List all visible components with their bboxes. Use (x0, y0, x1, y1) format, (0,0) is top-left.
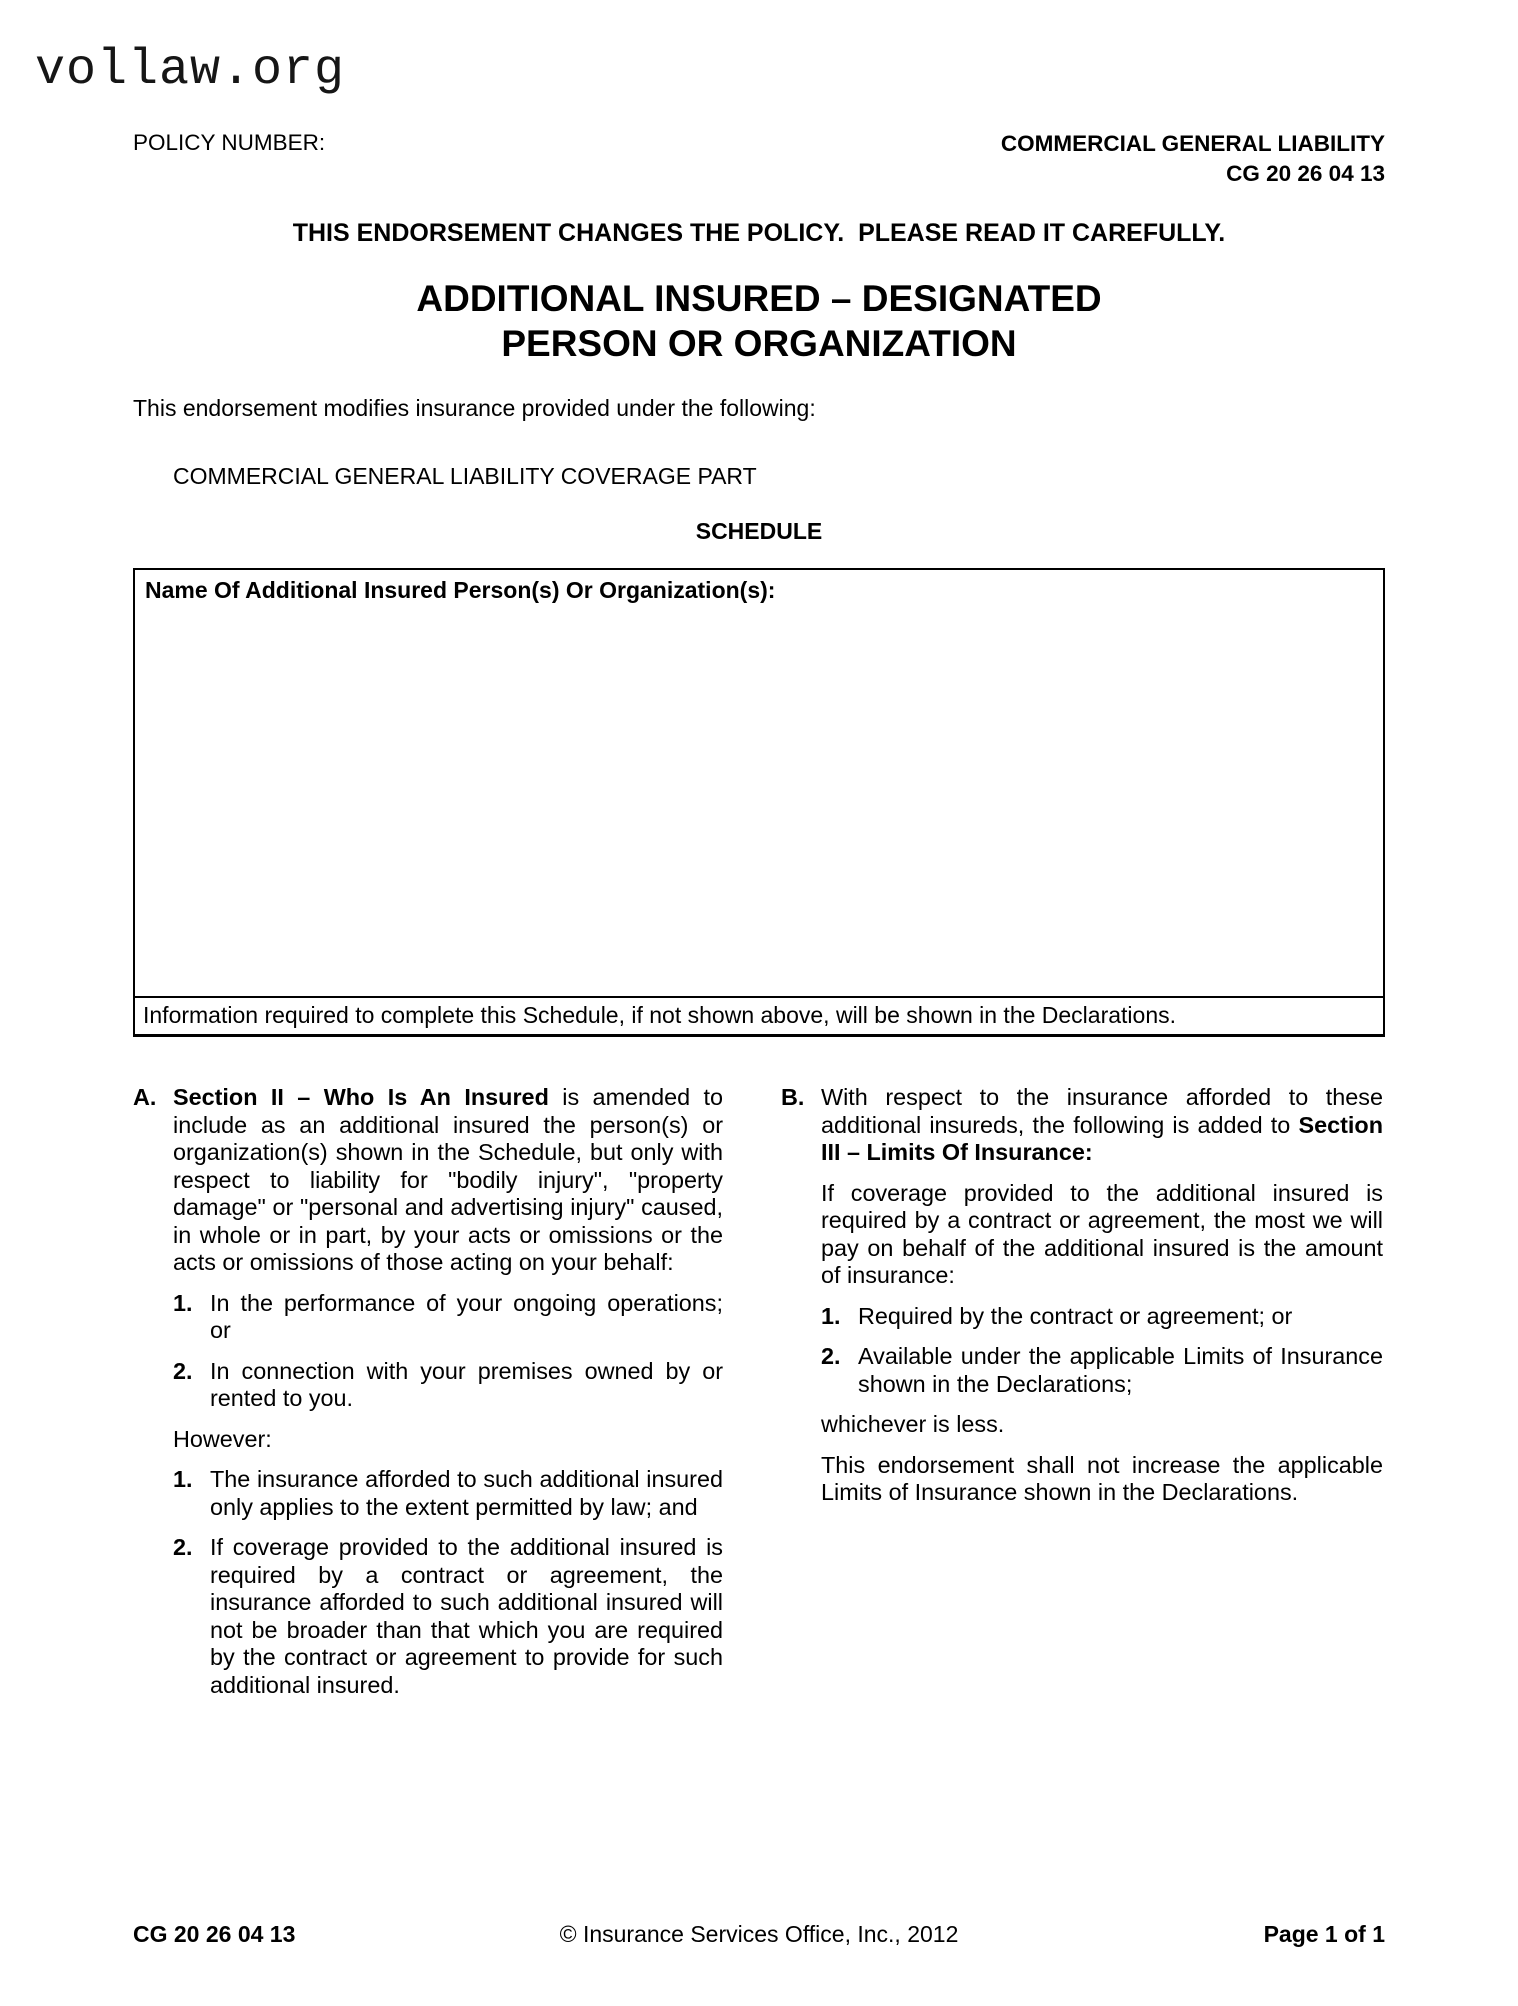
site-logo: vollaw.org (35, 42, 346, 99)
policy-number-label: POLICY NUMBER: (133, 130, 326, 155)
section-b-lead-bold: Section III – Limits Of Insurance: (821, 1111, 1383, 1165)
list-item-number: 2. (821, 1343, 841, 1369)
section-b-lead (821, 1084, 1383, 1167)
form-number: CG 20 26 04 13 (1226, 161, 1385, 186)
schedule-heading: SCHEDULE (695, 518, 823, 544)
list-item-text: The insurance afforded to such additional insured only applies to the extent permitted by law; and (210, 1466, 723, 1520)
whichever-text: whichever is less. (821, 1411, 1005, 1437)
schedule-name-value-area (145, 604, 1373, 944)
document-title (0, 276, 1518, 366)
section-a-lead-rest: is amended to include as an additional insured the person(s) or organization(s) shown in the Schedule, but only with respect to liability for "bodily injury", "property damage" or "personal and advertising injury" caused, in whole or in part, by your acts or omissions or the acts or omissions of those acting on your behalf: (173, 1084, 724, 1275)
section-b-closing: This endorsement shall not increase the applicable Limits of Insurance shown in the Declarations. (821, 1451, 1383, 1505)
list-item (173, 1466, 723, 1521)
section-a-lead (173, 1084, 723, 1277)
footer-form-number: CG 20 26 04 13 (133, 1921, 296, 1947)
list-item-text: If coverage provided to the additional insured is required by a contract or agreement, the insurance afforded to such additional insured will not be broader than that which you are required by the contract or agreement to provide for such additional insured. (210, 1534, 723, 1698)
list-item-number: 2. (173, 1357, 193, 1384)
list-item-text: Required by the contract or agreement; or (858, 1302, 1293, 1329)
list-item-number: 1. (821, 1302, 841, 1329)
list-item (821, 1343, 1383, 1398)
list-item (173, 1534, 723, 1699)
page-footer (133, 1921, 1385, 1948)
coverage-part: COMMERCIAL GENERAL LIABILITY COVERAGE PART (173, 463, 757, 489)
schedule-name-label: Name Of Additional Insured Person(s) Or Organization(s): (145, 577, 776, 603)
header-row (133, 129, 1385, 189)
modifies-text: This endorsement modifies insurance provided under the following: (133, 395, 816, 421)
list-item (173, 1290, 723, 1345)
list-item-text: In connection with your premises owned by or rented to you. (210, 1357, 723, 1411)
document-title-line1: ADDITIONAL INSURED – DESIGNATED (416, 278, 1102, 319)
section-a-label: A. (133, 1084, 157, 1110)
list-item-number: 1. (173, 1466, 193, 1492)
schedule-box (133, 568, 1385, 998)
section-b-paragraph: If coverage provided to the additional insured is required by a contract or agreement, the most we will pay on behalf of the additional insured is the amount of insurance: (821, 1179, 1383, 1288)
endorsement-notice: THIS ENDORSEMENT CHANGES THE POLICY. PLEASE READ IT CAREFULLY. (292, 219, 1226, 247)
section-a (133, 1084, 723, 1699)
however-label: However: (173, 1425, 272, 1452)
list-item-number: 2. (173, 1534, 193, 1560)
footer-page-number: Page 1 of 1 (1263, 1921, 1385, 1947)
section-b (781, 1084, 1383, 1699)
footer-copyright: © Insurance Services Office, Inc., 2012 (559, 1921, 959, 1947)
body-columns (133, 1084, 1385, 1699)
section-b-label: B. (781, 1084, 805, 1110)
schedule-info-note: Information required to complete this Schedule, if not shown above, will be shown in the Declarations. (133, 998, 1385, 1037)
form-identification (1001, 129, 1385, 189)
list-item (821, 1303, 1383, 1331)
list-item-number: 1. (173, 1289, 193, 1316)
list-item-text: In the performance of your ongoing operations; or (210, 1289, 723, 1343)
document-title-line2: PERSON OR ORGANIZATION (501, 323, 1017, 364)
form-type: COMMERCIAL GENERAL LIABILITY (1000, 131, 1385, 156)
section-b-lead-rest: With respect to the insurance afforded to these additional insureds, the following is added to (821, 1084, 1383, 1138)
section-a-lead-bold: Section II – Who Is An Insured (173, 1084, 549, 1110)
list-item-text: Available under the applicable Limits of Insurance shown in the Declarations; (858, 1343, 1383, 1397)
list-item (173, 1358, 723, 1413)
